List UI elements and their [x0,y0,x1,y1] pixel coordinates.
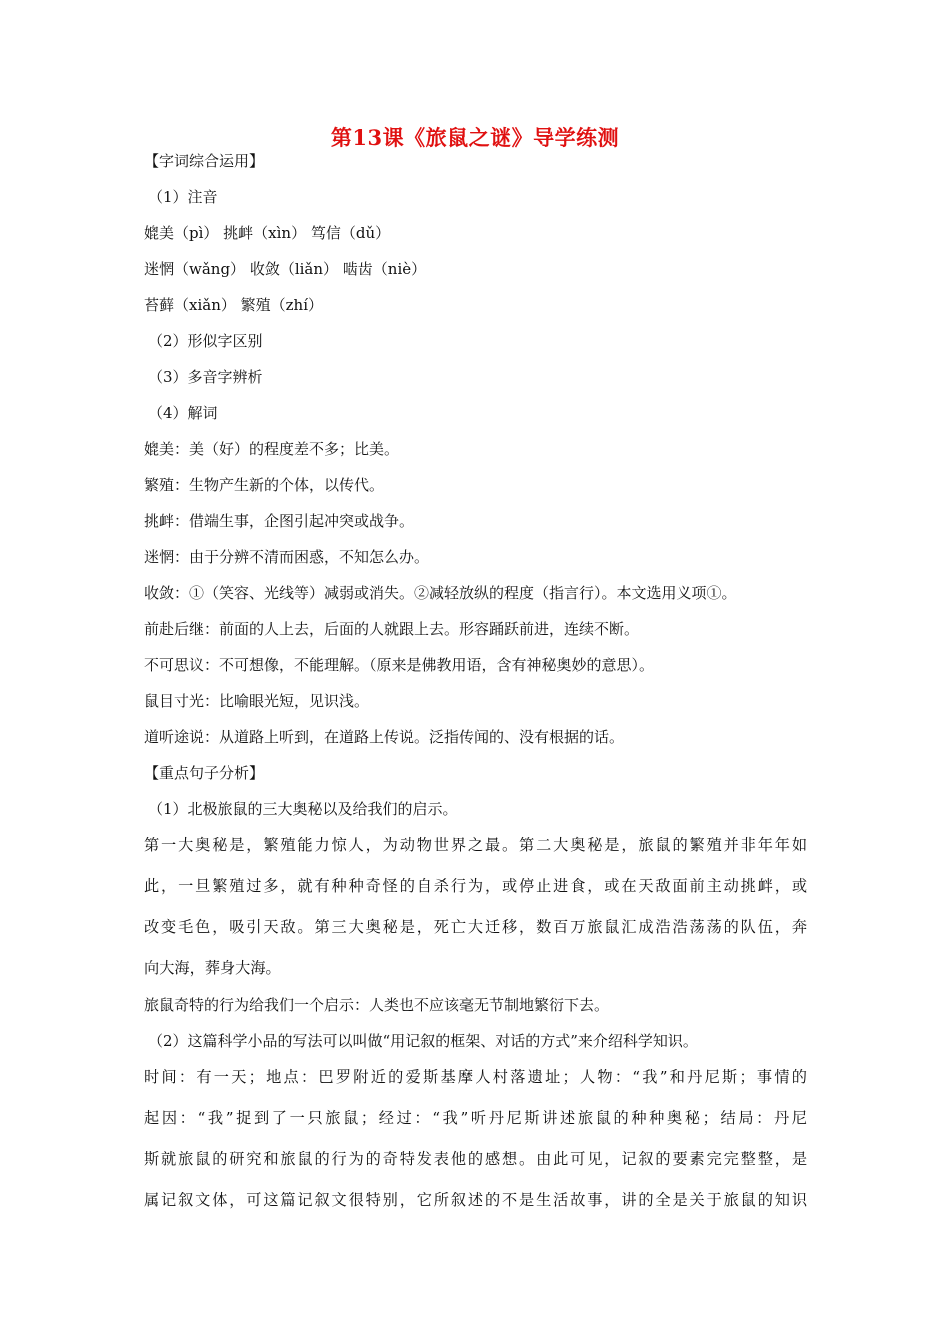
section-heading-key-sentences: 【重点句子分析】 [144,764,265,782]
subheading-pronunciation: （1）注音 [148,188,218,206]
pinyin-line: 迷惘（wǎng） 收敛（liǎn） 啮齿（niè） [144,260,427,278]
paragraph-line: 起因：“我”捉到了一只旅鼠；经过：“我”听丹尼斯讲述旅鼠的种种奥秘；结局：丹尼 [144,1109,807,1127]
paragraph-line: 改变毛色，吸引天敌。第三大奥秘是，死亡大迁移，数百万旅鼠汇成浩浩荡荡的队伍，奔 [144,918,807,936]
pinyin-line: 媲美（pì） 挑衅（xìn） 笃信（dǔ） [144,224,391,242]
subheading-word-meanings: （4）解词 [148,404,218,422]
page-title: 第13课《旅鼠之谜》导学练测 [330,125,620,150]
question-1: （1）北极旅鼠的三大奥秘以及给我们的启示。 [148,800,458,818]
answer-1-conclusion: 旅鼠奇特的行为给我们一个启示：人类也不应该毫无节制地繁衍下去。 [144,996,610,1014]
definition-item: 收敛：①（笑容、光线等）减弱或消失。②减轻放纵的程度（指言行）。本文选用义项①。 [144,584,737,602]
question-2: （2）这篇科学小品的写法可以叫做“用记叙的框架、对话的方式”来介绍科学知识。 [148,1032,698,1050]
definition-item: 繁殖：生物产生新的个体，以传代。 [144,476,385,494]
definition-item: 前赴后继：前面的人上去，后面的人就跟上去。形容踊跃前进，连续不断。 [144,620,640,638]
section-heading-vocabulary: 【字词综合运用】 [144,152,265,170]
definition-item: 媲美：美（好）的程度差不多；比美。 [144,440,400,458]
paragraph-line: 向大海，葬身大海。 [144,959,281,977]
definition-item: 迷惘：由于分辨不清而困惑，不知怎么办。 [144,548,430,566]
answer-2-paragraph [144,1057,807,1221]
definition-item: 挑衅：借端生事，企图引起冲突或战争。 [144,512,415,530]
paragraph-line: 斯就旅鼠的研究和旅鼠的行为的奇特发表他的感想。由此可见，记叙的要素完完整整，是 [144,1150,807,1168]
subheading-similar-characters: （2）形似字区别 [148,332,263,350]
definition-item: 不可思议：不可想像，不能理解。（原来是佛教用语，含有神秘奥妙的意思）。 [144,656,655,674]
definition-item: 鼠目寸光：比喻眼光短，见识浅。 [144,692,370,710]
definition-item: 道听途说：从道路上听到，在道路上传说。泛指传闻的、没有根据的话。 [144,728,625,746]
paragraph-line: 此，一旦繁殖过多，就有种种奇怪的自杀行为，或停止进食，或在天敌面前主动挑衅，或 [144,877,807,895]
paragraph-line: 属记叙文体，可这篇记叙文很特别，它所叙述的不是生活故事，讲的全是关于旅鼠的知识 [144,1191,807,1209]
answer-1-paragraph [144,825,807,989]
subheading-polyphones: （3）多音字辨析 [148,368,263,386]
paragraph-line: 时间：有一天；地点：巴罗附近的爱斯基摩人村落遗址；人物：“我”和丹尼斯；事情的 [144,1068,807,1086]
pinyin-line: 苔藓（xiǎn） 繁殖（zhí） [144,296,323,314]
paragraph-line: 第一大奥秘是，繁殖能力惊人，为动物世界之最。第二大奥秘是，旅鼠的繁殖并非年年如 [144,836,807,854]
